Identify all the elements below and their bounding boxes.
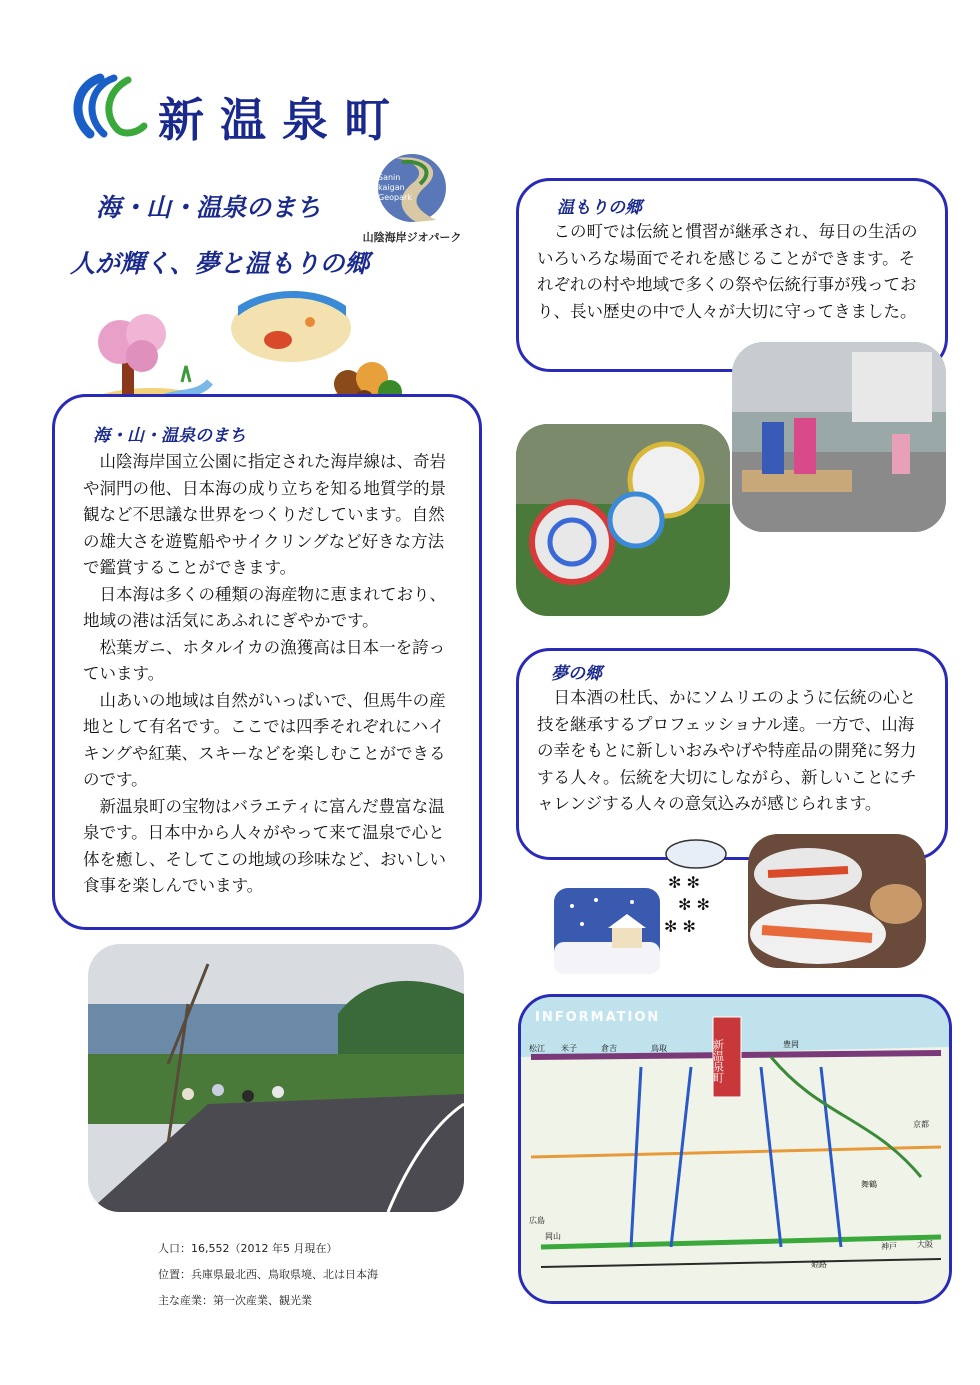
warm-box-title: 温もりの郷 [557,198,642,218]
map-place-tottori: 鳥取 [651,1044,667,1053]
sea-box-text [83,449,455,900]
svg-text:✻ ✻: ✻ ✻ [678,895,710,914]
map-place-hiroshima: 広島 [529,1216,545,1225]
sea-box-paragraph-5: 新温泉町の宝物はバラエティに富んだ豊富な温泉です。日本中から人々がやって来て温泉で心と体を癒し、そしてこの地域の珍味など、おいしい食事を楽しんでいます。 [83,796,446,895]
map-place-yonago: 米子 [561,1044,577,1053]
geopark-logo-text-3: Geopark [378,193,412,202]
map-place-matsue: 松江 [529,1044,545,1053]
dream-box-paragraph: 日本酒の杜氏、かにソムリエのように伝統の心と技を継承するプロフェッショナル達。一方で、山海の幸をもとに新しいおみやげや特産品の開発に努力する人々。伝統を大切にしながら、新しいことにチャレンジする人々の意気込みが感じられます。 [537,688,917,813]
map-place-osaka: 大阪 [917,1240,933,1249]
town-title: 新温泉町 [158,93,406,147]
map-place-kyoto: 京都 [913,1120,929,1129]
sea-box-title: 海・山・温泉のまち [93,426,246,446]
svg-text:✻ ✻: ✻ ✻ [668,873,700,892]
industry-caption: 主な産業：第一次産業、観光業 [158,1294,312,1307]
sea-box-paragraph-2: 日本海は多くの種類の海産物に恵まれており、地域の港は活気にあふれにぎやかです。 [83,584,446,630]
map-place-himeji: 姫路 [811,1260,827,1269]
location-caption: 位置：兵庫県最北西、鳥取県境、北は日本海 [158,1268,378,1281]
snow-icon [660,836,730,950]
slogan-line-1: 海・山・温泉のまち [96,193,322,222]
geopark-logo-text-1: Sanin [378,173,401,182]
map-place-maizuru: 舞鶴 [861,1180,877,1189]
warm-box-text [537,219,929,325]
festival-photo [516,424,730,616]
coastline-tour-photo [88,944,464,1212]
population-caption: 人口：16,552（2012 年5 月現在） [158,1242,338,1255]
geopark-label: 山陰海岸ジオパーク [362,231,462,244]
onsen-photo [732,342,946,532]
dream-box-title: 夢の郷 [551,664,602,684]
map-place-toyooka: 豊岡 [783,1040,799,1049]
dream-village-box [516,648,948,860]
crab-meal-photo [748,834,926,968]
slogan-line-2: 人が輝く、夢と温もりの郷 [70,249,370,278]
sea-box-paragraph-1: 山陰海岸国立公園に指定された海岸線は、奇岩や洞門の他、日本海の成り立ちを知る地質学的景観など不思議な世界をつくりだしています。自然の雄大さを遊覧船やサイクリングなど好きな方法で鑑賞することができます。 [83,452,446,577]
town-logo-icon [68,72,148,142]
sea-mountain-onsen-box [52,394,482,930]
dream-box-text [537,685,929,818]
warm-box-paragraph: この町では伝統と慣習が継承され、毎日の生活のいろいろな場面でそれを感じることができます。それぞれの村や地域で多くの祭や伝統行事が残っており、長い歴史の中で人々が大切に守ってきました。 [537,222,918,321]
access-map [518,994,952,1304]
map-heading: INFORMATION [535,1010,661,1025]
map-place-kurayoshi: 倉吉 [601,1044,617,1053]
sea-box-paragraph-3: 松葉ガニ、ホタルイカの漁獲高は日本一を誇っています。 [83,637,446,683]
map-place-kobe: 神戸 [881,1242,897,1251]
map-town-label: 新温泉町 [711,1039,725,1083]
sea-box-paragraph-4: 山あいの地域は自然がいっぱいで、但馬牛の産地として有名です。ここでは四季それぞれにハイキングや紅葉、スキーなどを楽しむことができるのです。 [83,690,446,789]
svg-text:✻ ✻: ✻ ✻ [664,917,696,936]
map-place-okayama: 岡山 [545,1232,561,1241]
geopark-logo-text-2: kaigan [378,183,405,192]
snowy-village-illustration [552,886,662,976]
